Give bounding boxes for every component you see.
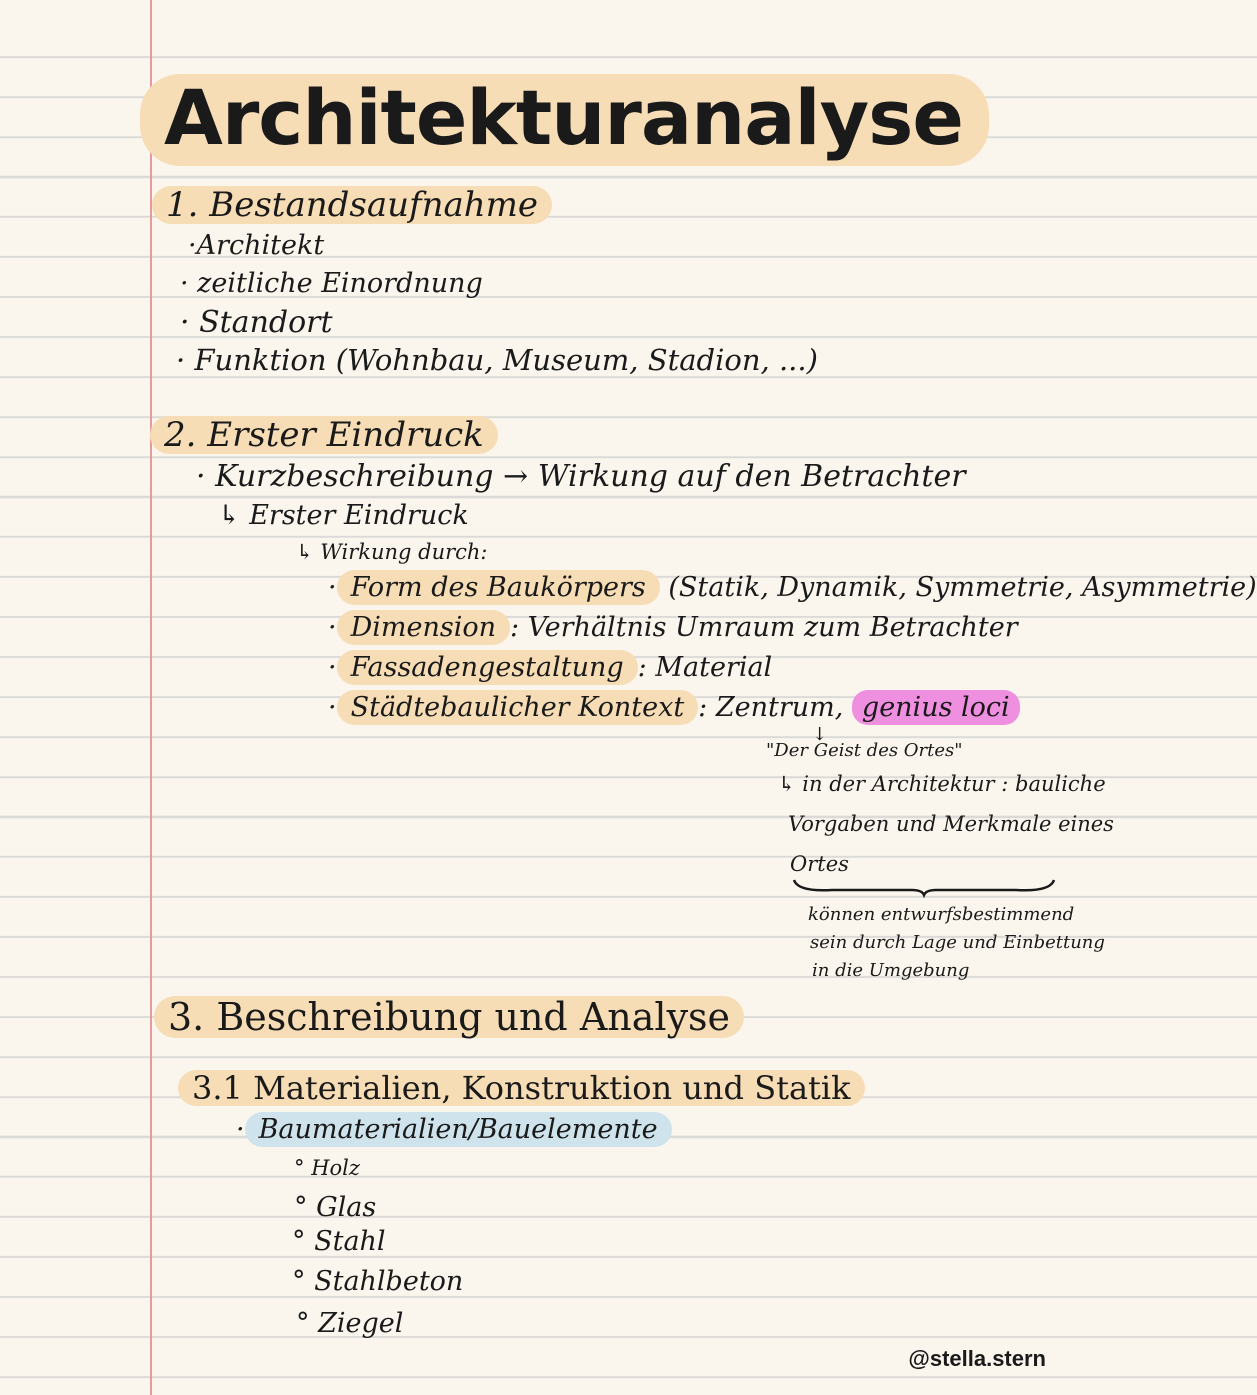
stadt-label: Städtebaulicher Kontext xyxy=(337,690,699,725)
list-item: · zeitliche Einordnung xyxy=(180,268,483,299)
material-item: ° Holz xyxy=(294,1156,360,1180)
stadt-line: · Städtebaulicher Kontext : Zentrum, genius loci xyxy=(328,694,1020,721)
section-2-heading: 2. Erster Eindruck xyxy=(150,416,498,454)
material-item: ° Stahl xyxy=(292,1226,386,1257)
list-item: ·Architekt xyxy=(188,230,325,261)
form-line: · Form des Baukörpers (Statik, Dynamik, Symmetrie, Asymmetrie) xyxy=(328,572,1257,603)
fassade-line: · Fassadengestaltung : Material xyxy=(328,652,773,683)
note-line: sein durch Lage und Einbettung xyxy=(810,932,1105,953)
author-signature: @stella.stern xyxy=(908,1346,1046,1371)
list-item: · Funktion (Wohnbau, Museum, Stadion, ...) xyxy=(176,343,818,377)
section-3-heading: 3. Beschreibung und Analyse xyxy=(154,996,744,1038)
section-1-heading: 1. Bestandsaufnahme xyxy=(152,186,552,224)
geist-quote: "Der Geist des Ortes" xyxy=(766,740,963,761)
note-line: ↳ in der Architektur : bauliche xyxy=(778,772,1106,796)
note-line: Ortes xyxy=(790,852,849,876)
form-rest: (Statik, Dynamik, Symmetrie, Asymmetrie) xyxy=(668,572,1257,603)
erster-eindruck-line: ↳ Erster Eindruck xyxy=(218,500,469,531)
section-3-1-heading: 3.1 Materialien, Konstruktion und Statik xyxy=(178,1070,865,1106)
note-line: in die Umgebung xyxy=(812,960,970,981)
note-line: können entwurfsbestimmend xyxy=(808,904,1075,925)
dimension-rest: : Verhältnis Umraum zum Betrachter xyxy=(509,612,1018,643)
dimension-line: · Dimension : Verhältnis Umraum zum Betrachter xyxy=(328,612,1018,643)
wirkung-durch-line: ↳ Wirkung durch: xyxy=(296,540,488,564)
baumaterialien-line: · Baumaterialien/Bauelemente xyxy=(236,1116,672,1143)
form-label: Form des Baukörpers xyxy=(337,570,660,605)
baumaterialien-label: Baumaterialien/Bauelemente xyxy=(245,1112,672,1147)
genius-loci-badge: genius loci xyxy=(852,690,1020,725)
down-arrow-icon: ↓ xyxy=(812,724,828,745)
fassade-rest: : Material xyxy=(637,652,773,683)
dimension-label: Dimension xyxy=(337,610,510,645)
material-item: ° Ziegel xyxy=(296,1308,404,1339)
stadt-rest: : Zentrum, xyxy=(698,692,844,723)
curly-brace-icon xyxy=(792,878,1056,896)
fassade-label: Fassadengestaltung xyxy=(337,650,638,685)
kurzbeschreibung-line: · Kurzbeschreibung → Wirkung auf den Betrachter xyxy=(196,459,966,494)
page-title: Architekturanalyse xyxy=(140,74,989,166)
material-item: ° Stahlbeton xyxy=(292,1266,464,1297)
material-item: ° Glas xyxy=(294,1192,377,1223)
list-item: · Standort xyxy=(180,305,333,340)
note-line: Vorgaben und Merkmale eines xyxy=(788,812,1114,836)
